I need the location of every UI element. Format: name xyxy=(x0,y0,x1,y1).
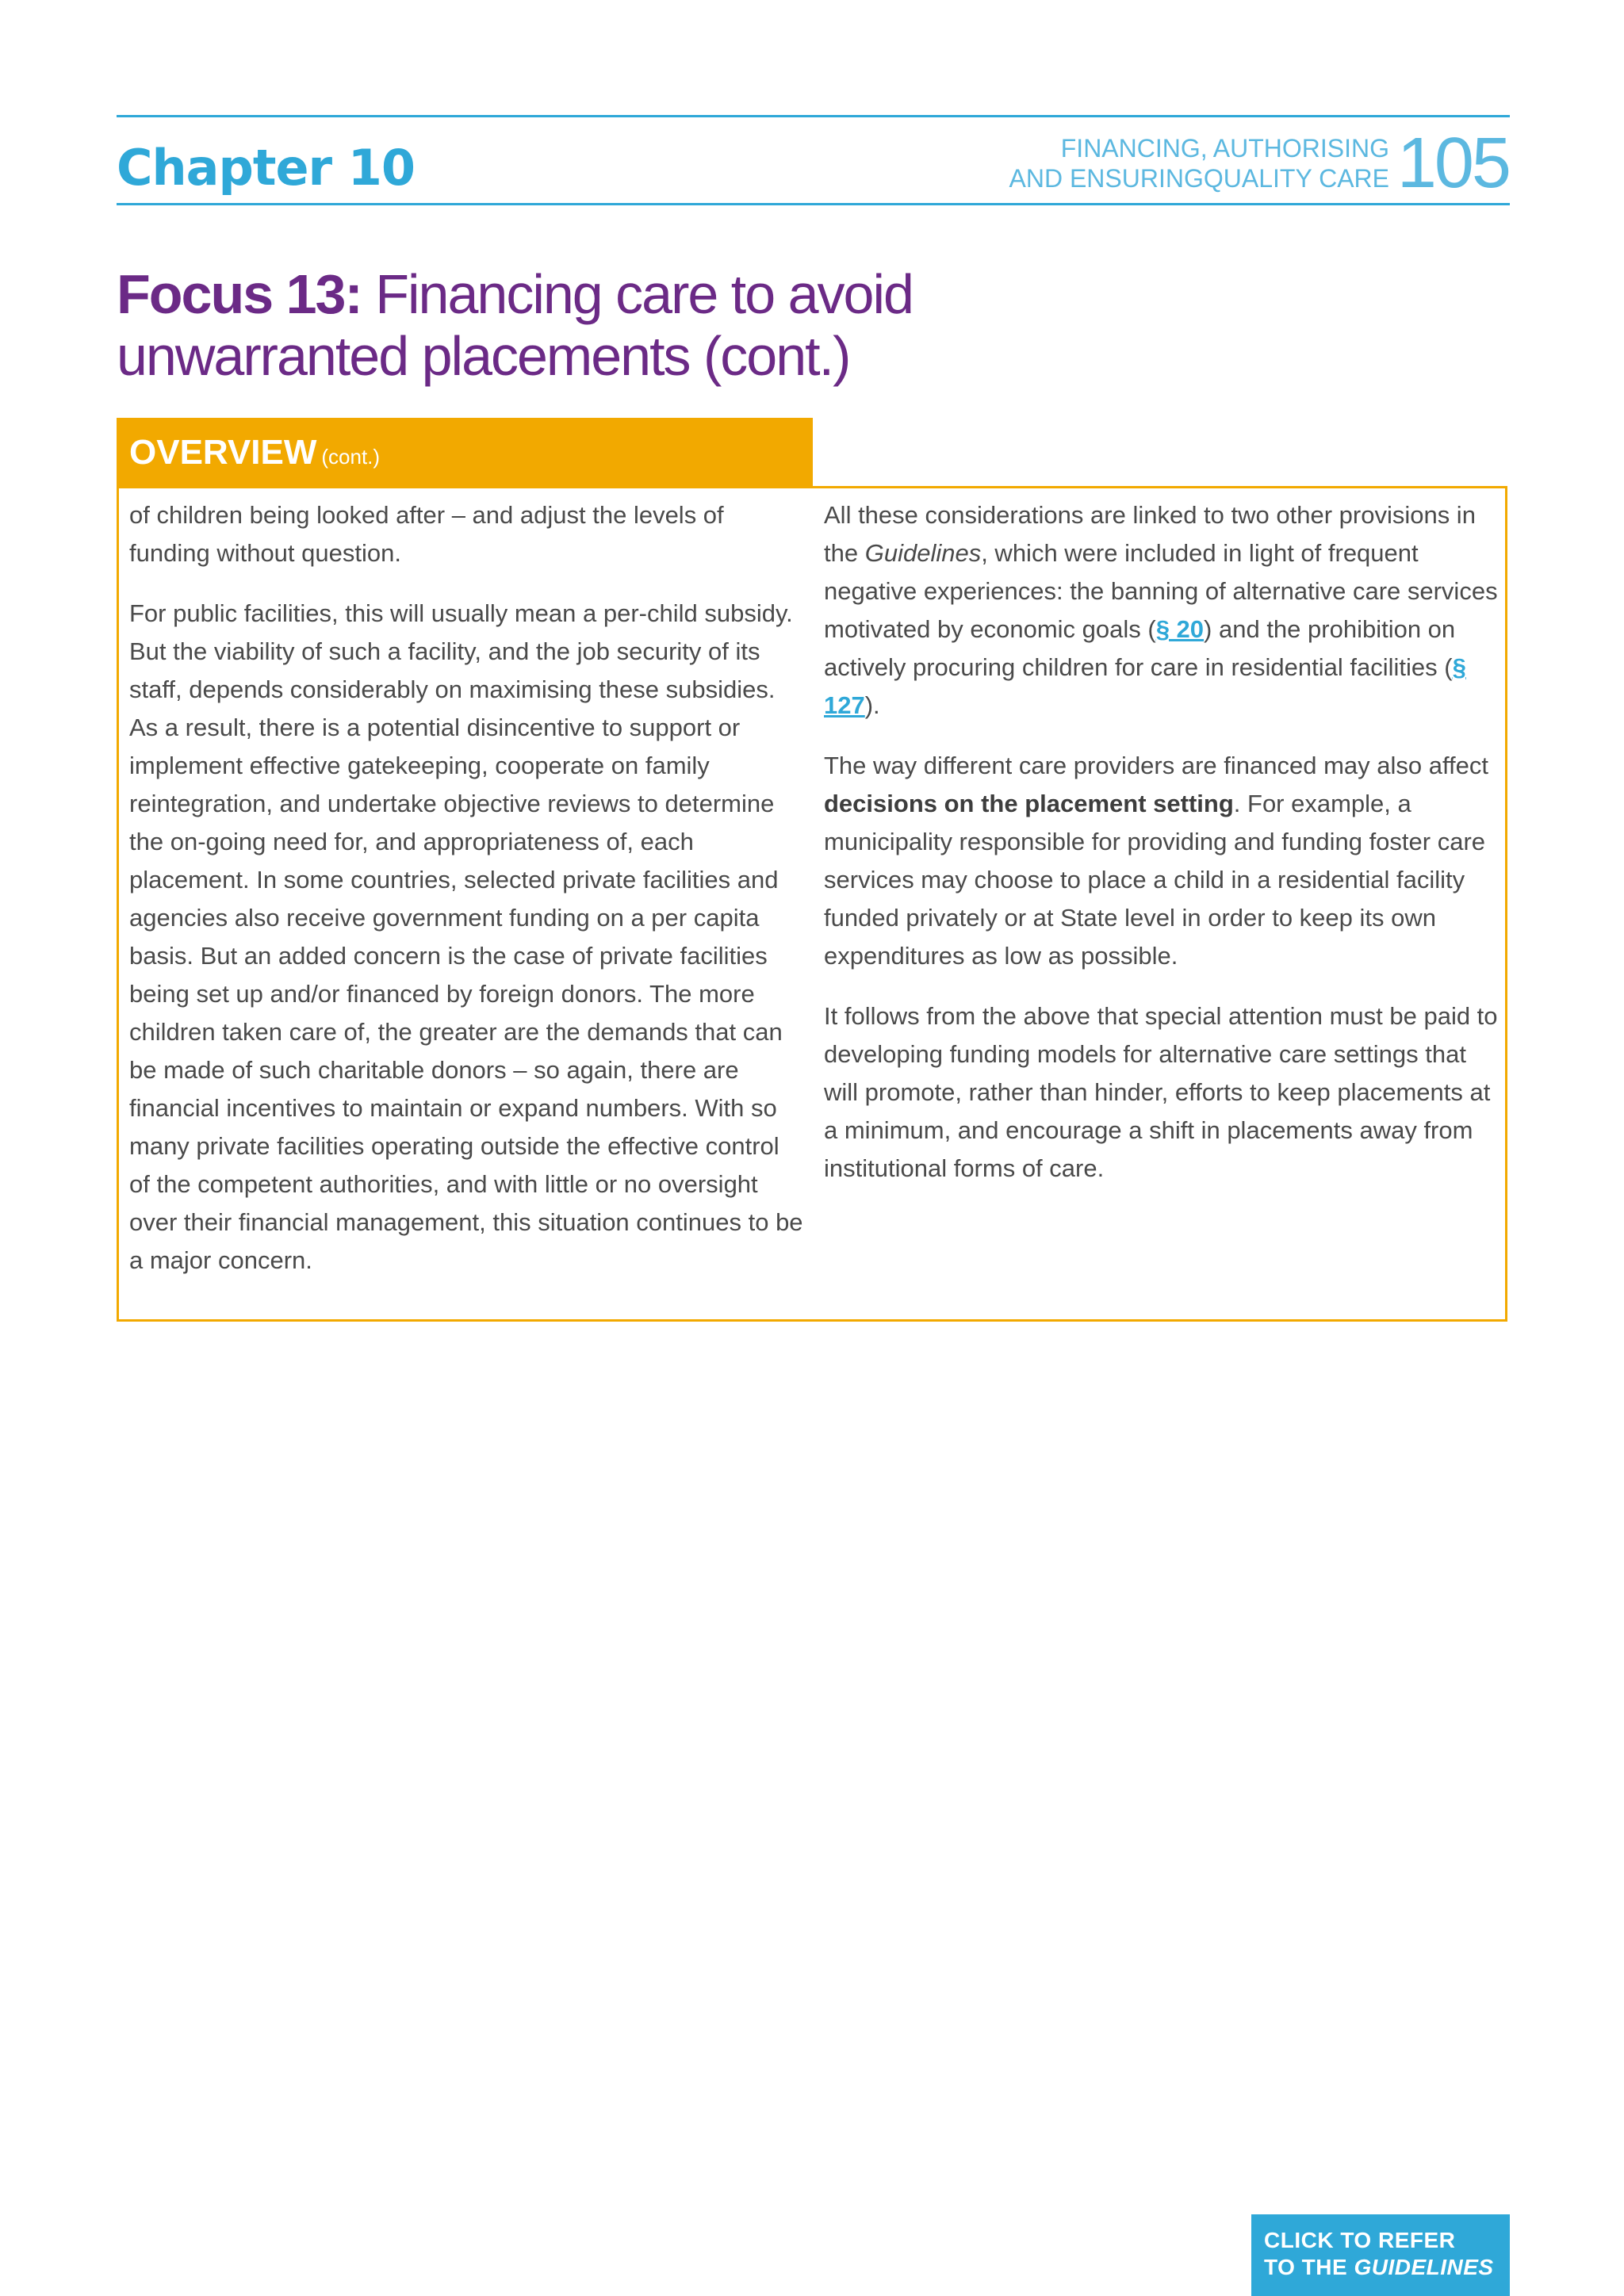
cta-line2-italic: GUIDELINES xyxy=(1354,2255,1494,2279)
refer-to-guidelines-button[interactable] xyxy=(1251,2214,1510,2296)
section-127-link[interactable]: § 127 xyxy=(824,653,1466,719)
placement-setting-bold: decisions on the placement setting xyxy=(824,790,1234,817)
guidelines-italic: Guidelines xyxy=(864,539,982,567)
section-title-line2: AND ENSURINGQUALITY CARE xyxy=(1009,164,1389,193)
overview-label: OVERVIEW xyxy=(129,433,317,472)
right-p1-text-c: ) and the prohibition on actively procuring children for care in residential facilities ( xyxy=(824,615,1456,681)
right-column xyxy=(824,496,1498,1210)
right-paragraph-2 xyxy=(824,747,1498,975)
cta-line2-prefix: TO THE xyxy=(1264,2255,1354,2279)
left-column xyxy=(129,496,803,1302)
page-number: 105 xyxy=(1396,124,1509,203)
cta-line1: CLICK TO REFER xyxy=(1264,2228,1456,2252)
left-paragraph-1: of children being looked after – and adjust the levels of funding without question. xyxy=(129,501,724,567)
header-rule-bottom xyxy=(117,203,1510,205)
overview-tab xyxy=(117,418,813,488)
overview-tab-text xyxy=(129,429,380,480)
section-title-line1: FINANCING, AUTHORISING xyxy=(1060,134,1389,163)
right-p1-text-a: All these considerations are linked to two other provisions in the xyxy=(824,501,1476,567)
focus-title-line2: unwarranted placements (cont.) xyxy=(117,325,850,387)
focus-label: Focus 13: xyxy=(117,263,362,325)
right-p1-text-d: ). xyxy=(864,691,880,719)
cta-line2 xyxy=(1264,2254,1510,2281)
right-p2-text-a: The way different care providers are financed may also affect xyxy=(824,752,1489,779)
left-paragraph-2: For public facilities, this will usually mean a per-child subsidy. But the viability of such a facility, and the job security of its staff, depends considerably on maximising these subsidies. As a result, there is a potential disincentive to support or implement effective gatekeeping, cooperate on family reintegration, and undertake objective reviews to determine the on-going need for, and appropriateness of, each placement. In some countries, selected private facilities and agencies also receive government funding on a per capita basis. But an added concern is the case of private facilities being set up and/or financed by foreign donors. The more children taken care of, the greater are the demands that can be made of such charitable donors – so again, there are financial incentives to maintain or expand numbers. With so many private facilities operating outside the effective control of the competent authorities, and with little or no oversight over their financial management, this situation continues to be a major concern. xyxy=(129,599,803,1274)
focus-title-line1: Financing care to avoid xyxy=(375,263,913,325)
chapter-heading: Chapter 10 xyxy=(117,139,415,197)
right-p1-text-b: , which were included in light of frequent negative experiences: the banning of alternative care services motivated by economic goals ( xyxy=(824,539,1498,643)
section-title xyxy=(1009,133,1390,193)
section-20-link[interactable]: § 20 xyxy=(1155,615,1205,643)
header-rule-top xyxy=(117,115,1510,117)
right-paragraph-1 xyxy=(824,496,1498,725)
right-p2-text-b: . For example, a municipality responsible for providing and funding foster care services may choose to place a child in a residential facility funded privately or at State level in order to keep its own expenditures as low as possible. xyxy=(824,790,1486,970)
overview-sub-label: (cont.) xyxy=(321,445,381,469)
focus-title xyxy=(117,263,989,387)
right-paragraph-3: It follows from the above that special attention must be paid to developing funding models for alternative care settings that will promote, rather than hinder, efforts to keep placements at a minimum, and encourage a shift in placements away from institutional forms of care. xyxy=(824,1002,1498,1182)
